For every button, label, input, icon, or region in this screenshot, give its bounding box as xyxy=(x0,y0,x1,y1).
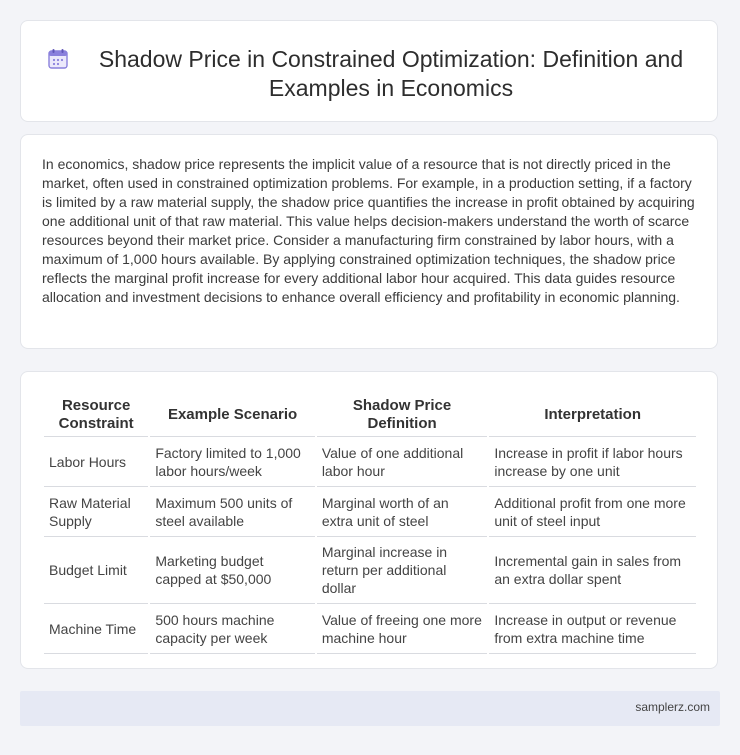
table-cell: Incremental gain in sales from an extra dollar spent xyxy=(489,537,696,604)
page-title: Shadow Price in Constrained Optimization: Definition and Examples in Economics xyxy=(98,46,684,101)
footer xyxy=(20,691,720,726)
table-cell: Value of one additional labor hour xyxy=(317,437,488,487)
table-cell: Labor Hours xyxy=(44,437,148,487)
table-row xyxy=(44,537,696,604)
table-cell: Maximum 500 units of steel available xyxy=(150,487,315,537)
table-cell: Machine Time xyxy=(44,604,148,654)
table-cell: Marginal increase in return per additional dollar xyxy=(317,537,488,604)
title-card xyxy=(20,20,718,122)
table-cell: Increase in output or revenue from extra machine time xyxy=(489,604,696,654)
table-cell: Marginal worth of an extra unit of steel xyxy=(317,487,488,537)
column-header: Shadow Price Definition xyxy=(317,394,488,437)
column-header: Resource Constraint xyxy=(44,394,148,437)
table-cell: 500 hours machine capacity per week xyxy=(150,604,315,654)
intro-paragraph: In economics, shadow price represents the implicit value of a resource that is not directly priced in the market, often used in constrained optimization problems. For example, in a production setting, if a factory is limited by a raw material supply, the shadow price quantifies the increase in profit obtained by acquiring one additional unit of that raw material. This value helps decision-makers understand the worth of scarce resources beyond their market price. Consider a manufacturing firm constrained by labor hours, with a maximum of 1,000 hours available. By applying constrained optimization techniques, the shadow price reflects the marginal profit increase for every additional labor hour acquired. This data guides resource allocation and investment decisions to enhance overall efficiency and profitability in economic planning. xyxy=(42,156,695,305)
table-cell: Factory limited to 1,000 labor hours/week xyxy=(150,437,315,487)
footer-site-link[interactable]: samplerz.com xyxy=(635,700,710,714)
table-cell: Raw Material Supply xyxy=(44,487,148,537)
calendar-icon xyxy=(47,48,69,70)
column-header: Interpretation xyxy=(489,394,696,437)
table-cell: Value of freeing one more machine hour xyxy=(317,604,488,654)
intro-card xyxy=(20,134,718,349)
column-header: Example Scenario xyxy=(150,394,315,437)
table-cell: Additional profit from one more unit of steel input xyxy=(489,487,696,537)
table-cell: Budget Limit xyxy=(44,537,148,604)
table-cell: Increase in profit if labor hours increase by one unit xyxy=(489,437,696,487)
table-header-row xyxy=(44,394,696,437)
table-card xyxy=(20,371,718,669)
shadow-price-table xyxy=(42,394,698,654)
table-cell: Marketing budget capped at $50,000 xyxy=(150,537,315,604)
table-row xyxy=(44,487,696,537)
table-row xyxy=(44,604,696,654)
table-row xyxy=(44,437,696,487)
